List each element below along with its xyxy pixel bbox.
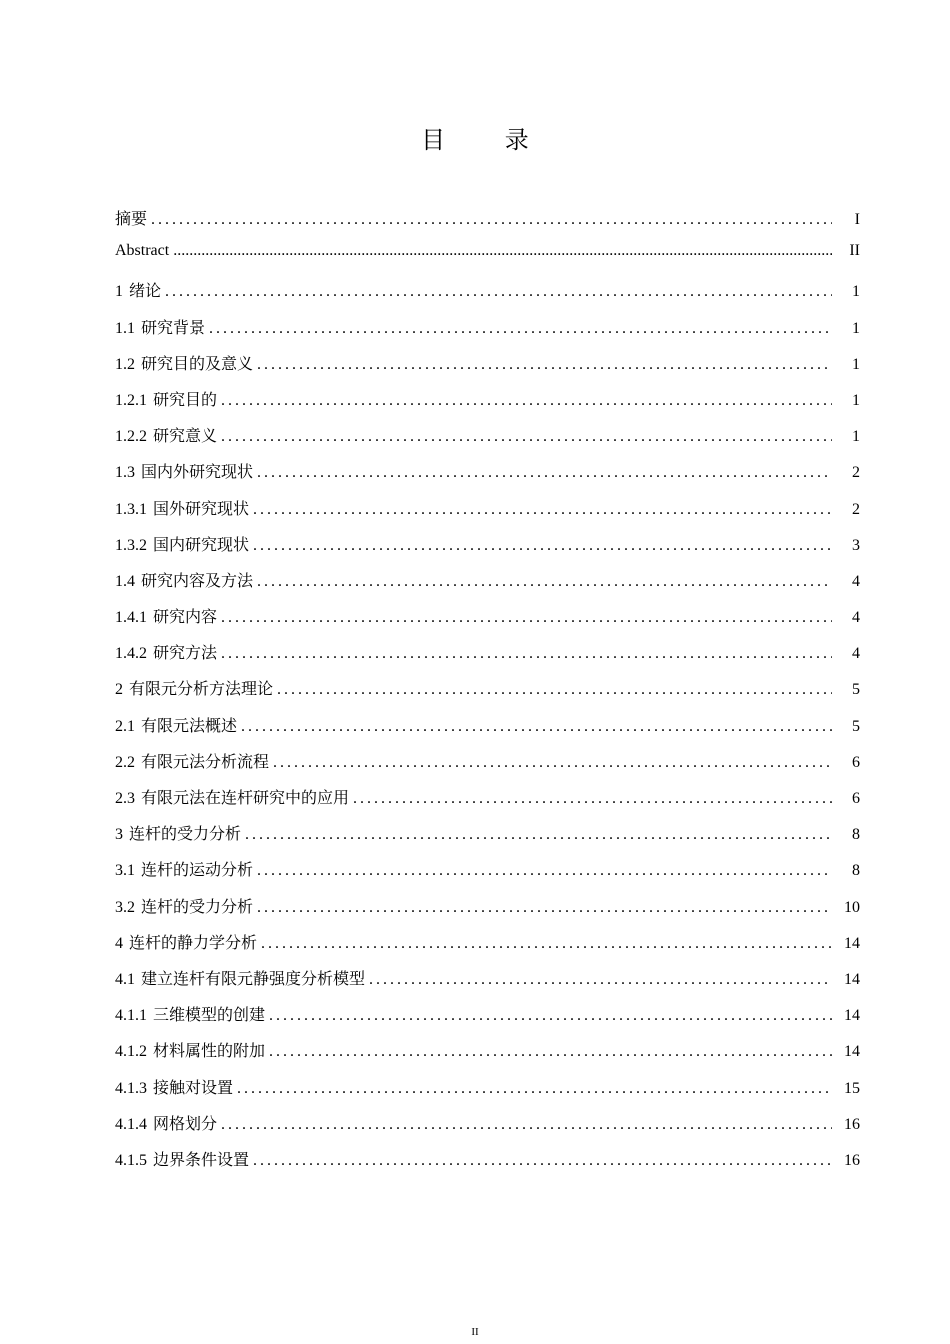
toc-entry-number: 1.3.1 [115,500,147,518]
toc-dot-leader [353,790,832,808]
toc-entry-label [115,785,349,808]
toc-entry[interactable] [115,242,860,278]
page-title: 目 录 [421,126,555,154]
toc-entry-number: 4.1 [115,970,135,988]
toc-entry-page: 5 [852,681,860,699]
toc-entry-text: 研究背景 [141,317,206,337]
toc-entry-page: 5 [852,717,860,735]
toc-entry[interactable] [115,568,860,604]
toc-entry-text: 国内研究现状 [153,534,250,554]
toc-dot-leader [209,320,832,338]
toc-entry[interactable] [115,604,860,640]
toc-entry-label [115,423,217,446]
toc-entry[interactable] [115,387,860,423]
toc-dot-leader [245,826,832,844]
toc-entry-label [115,568,253,591]
toc-entry[interactable] [115,351,860,387]
toc-entry-label [115,821,241,844]
toc-entry-label [115,894,253,917]
toc-entry-label [115,676,273,699]
toc-dot-leader [257,899,832,917]
toc-entry-label [115,930,257,953]
toc-entry-page: 4 [852,572,860,590]
toc-entry-page: 1 [852,283,860,301]
toc-entry[interactable] [115,423,860,459]
toc-entry-page: 1 [852,428,860,446]
toc-entry-number: 2.2 [115,753,135,771]
toc-entry-text: 连杆的受力分析 [141,896,254,916]
toc-entry-text: 连杆的运动分析 [141,860,254,880]
toc-entry-page: 4 [852,609,860,627]
toc-entry-label [115,640,217,663]
toc-entry-page: 14 [844,934,860,952]
toc-entry-label [115,1147,249,1170]
toc-entry-page: 16 [844,1151,860,1169]
toc-entry-text: 研究方法 [153,643,218,663]
toc-entry-label [115,206,147,229]
toc-entry-label [115,351,253,374]
toc-dot-leader [257,356,832,374]
toc-entry-text: 研究内容 [153,607,218,627]
toc-entry-text: 摘要 [115,209,148,228]
toc-entry-text: 有限元分析方法理论 [129,679,274,699]
toc-entry-text: 有限元法分析流程 [141,751,270,771]
toc-entry-page: II [849,242,860,260]
toc-dot-leader [257,464,832,482]
toc-dot-leader [273,754,832,772]
toc-entry-label [115,315,205,338]
toc-entry-page: 8 [852,862,860,880]
toc-entry-page: 1 [852,319,860,337]
toc-entry[interactable] [115,1075,860,1111]
toc-dot-leader [253,1152,832,1170]
toc-entry-number: 1 [115,283,123,301]
toc-dot-leader [237,1080,832,1098]
toc-entry-number: 3 [115,826,123,844]
toc-dot-leader [241,718,832,736]
page-number: II [471,1326,479,1338]
toc-entry-text: 边界条件设置 [153,1149,250,1169]
toc-entry-text: 绪论 [129,281,162,301]
toc-entry-label [115,1038,265,1061]
toc-entry[interactable] [115,1111,860,1147]
toc-entry-text: 有限元法概述 [141,715,238,735]
toc-entry-text: 研究目的及意义 [141,353,254,373]
toc-entry-page: 1 [852,391,860,409]
toc-entry[interactable] [115,676,860,712]
toc-entry-page: 6 [852,753,860,771]
toc-entry-page: 14 [844,1007,860,1025]
toc-entry-text: Abstract [115,242,170,260]
toc-entry-number: 3.1 [115,862,135,880]
toc-entry-label [115,242,169,260]
toc-entry-text: 研究意义 [153,426,218,446]
toc-entry-number: 4 [115,934,123,952]
toc-entry[interactable] [115,315,860,351]
toc-entry[interactable] [115,206,860,242]
toc-entry-number: 1.3 [115,464,135,482]
toc-entry-text: 接触对设置 [153,1077,234,1097]
toc-dot-leader [151,211,832,229]
toc-entry[interactable] [115,966,860,1002]
toc-entry-label [115,532,249,555]
toc-dot-leader [277,681,832,699]
toc-entry-number: 4.1.4 [115,1115,147,1133]
toc-dot-leader [269,1043,832,1061]
toc-entry[interactable] [115,278,860,314]
toc-entry-page: 1 [852,355,860,373]
toc-entry-number: 1.2 [115,355,135,373]
toc-entry-number: 2.3 [115,790,135,807]
toc-entry[interactable] [115,930,860,966]
toc-entry-number: 1.3.2 [115,536,147,554]
toc-dot-leader [165,283,832,301]
toc-entry-label [115,749,269,772]
toc-entry-page: 2 [852,500,860,518]
toc-entry-text: 连杆的静力学分析 [129,932,258,952]
toc-entry-text: 有限元法在连杆研究中的应用 [141,788,350,807]
toc-dot-leader [221,392,832,410]
toc-entry-number: 4.1.1 [115,1007,147,1025]
toc-entry-label [115,387,217,410]
toc-entry-page: 3 [852,536,860,554]
toc-entry-page: 14 [844,1043,860,1061]
toc-entry-page: 8 [852,826,860,844]
toc-dot-leader [221,1116,832,1134]
toc-entry-page: 4 [852,645,860,663]
toc-entry-number: 3.2 [115,898,135,916]
toc-dot-leader [257,862,832,880]
toc-dot-leader [257,573,832,591]
toc-entry-label [115,278,161,301]
toc-entry[interactable] [115,1002,860,1038]
toc-dot-leader [173,242,832,260]
toc-entry-label [115,604,217,627]
toc-entry-label [115,1075,233,1098]
toc-entry-number: 1.4 [115,572,135,590]
toc-entry-number: 2 [115,681,123,699]
toc-dot-leader [261,935,832,953]
toc-entry-label [115,713,237,736]
toc-dot-leader [221,428,832,446]
toc-dot-leader [253,501,832,519]
toc-entry-number: 4.1.5 [115,1151,147,1169]
toc-entry-text: 三维模型的创建 [153,1005,266,1025]
toc-dot-leader [253,537,832,555]
toc-entry-label [115,459,253,482]
toc-entry-text: 建立连杆有限元静强度分析模型 [141,968,366,988]
toc-entry-page: I [854,211,860,228]
toc-entry[interactable] [115,857,860,893]
toc-entry-text: 国内外研究现状 [141,462,254,482]
toc-entry-label [115,1111,217,1134]
toc-entry-text: 连杆的受力分析 [129,824,242,844]
toc-entry-text: 国外研究现状 [153,498,250,518]
toc-entry-number: 4.1.3 [115,1079,147,1097]
toc-entry-page: 10 [844,898,860,916]
toc-entry[interactable] [115,821,860,857]
toc-entry[interactable] [115,749,860,785]
toc-entry[interactable] [115,496,860,532]
toc-entry-label [115,966,365,989]
toc-entry-text: 研究目的 [153,389,218,409]
toc-entry[interactable] [115,1147,860,1183]
toc-entry[interactable] [115,532,860,568]
toc-entry-number: 1.4.2 [115,645,147,663]
toc-entry[interactable] [115,1038,860,1074]
toc-entry-page: 2 [852,464,860,482]
toc-dot-leader [369,971,832,989]
toc-entry[interactable] [115,713,860,749]
toc-entry-page: 14 [844,970,860,988]
toc-entry[interactable] [115,459,860,495]
toc-entry-number: 1.2.1 [115,391,147,409]
toc-entry[interactable] [115,640,860,676]
toc-entry-label [115,496,249,519]
toc-entry-text: 网格划分 [153,1113,218,1133]
toc-dot-leader [221,609,832,627]
toc-dot-leader [269,1007,832,1025]
toc-entry-page: 15 [844,1079,860,1097]
toc-entry-label [115,857,253,880]
toc-entry-text: 研究内容及方法 [141,570,254,590]
toc-entry[interactable] [115,894,860,930]
table-of-contents [115,206,860,1183]
toc-dot-leader [221,645,832,663]
toc-entry-page: 16 [844,1115,860,1133]
toc-entry-text: 材料属性的附加 [153,1041,266,1061]
toc-entry-label [115,1002,265,1025]
toc-entry[interactable] [115,785,860,821]
toc-entry-number: 1.1 [115,319,135,337]
toc-entry-number: 1.4.1 [115,609,147,627]
toc-entry-number: 1.2.2 [115,428,147,446]
toc-entry-number: 2.1 [115,717,135,735]
toc-entry-page: 6 [852,790,860,807]
toc-entry-number: 4.1.2 [115,1043,147,1061]
